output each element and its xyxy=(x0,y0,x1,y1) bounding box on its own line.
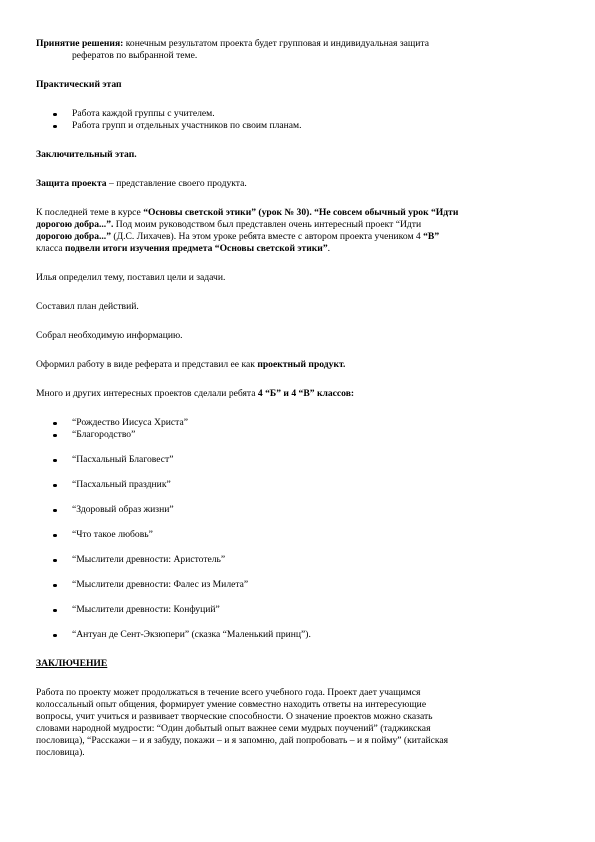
list-item: “Мыслители древности: Аристотель” xyxy=(36,554,545,566)
projects-list xyxy=(36,417,545,641)
bullet-icon xyxy=(53,422,57,426)
list-item: “Здоровый образ жизни” xyxy=(36,504,545,516)
defense-paragraph: Защита проекта – представление своего продукта. xyxy=(36,178,247,189)
bullet-icon xyxy=(53,125,57,129)
list-item: Работа каждой группы с учителем. xyxy=(36,108,545,120)
final-stage-heading: Заключительный этап. xyxy=(36,149,137,160)
bullet-icon xyxy=(53,434,57,438)
list-item: “Мыслители древности: Конфуций” xyxy=(36,604,545,616)
intro-paragraph xyxy=(36,38,545,50)
list-item: Работа групп и отдельных участников по своим планам. xyxy=(36,120,545,132)
last-topic-paragraph: К последней теме в курсе “Основы светской этики” (урок № 30). “Не совсем обычный урок “Идти дорогою добра...”. Под моим руководством был представлен очень интересный проект “Идти дорогою добра...” (Д.С. Лихачев). На этом уроке ребята вместе с автором проекта учеником 4 “В” класса подвели итоги изучения предмета “Основы светской этики”. xyxy=(36,207,459,254)
list-item: “Благородство” xyxy=(36,429,545,441)
step-paragraph: Собрал необходимую информацию. xyxy=(36,330,183,341)
list-item: “Что такое любовь” xyxy=(36,529,545,541)
list-item: “Антуан де Сент-Экзюпери” (сказка “Маленький принц”). xyxy=(36,629,545,641)
defense-label: Защита проекта xyxy=(36,178,107,189)
intro-text-1: конечным результатом проекта будет групповая и индивидуальная защита xyxy=(123,38,430,49)
step-paragraph: Оформил работу в виде реферата и представил ее как проектный продукт. xyxy=(36,359,346,370)
conclusion-paragraph: Работа по проекту может продолжаться в течение всего учебного года. Проект дает учащимся колоссальный опыт общения, формирует умение совместно находить ответы на интересующие вопросы, учит учиться и развивает творческие способности. О значение проектов можно сказать словами народной мудрости: “Один добытый опыт важнее семи мудрых поучений” (таджикская пословица), “Расскажи – и я забуду, покажи – и я запомню, дай попробовать – и я пойму” (китайская пословица). xyxy=(36,687,449,758)
bullet-icon xyxy=(53,634,57,638)
step-paragraph: Составил план действий. xyxy=(36,301,139,312)
list-item: “Пасхальный праздник” xyxy=(36,479,545,491)
bullet-icon xyxy=(53,484,57,488)
intro-paragraph-cont: рефератов по выбранной теме. xyxy=(72,50,198,61)
bullet-icon xyxy=(53,584,57,588)
practical-heading: Практический этап xyxy=(36,79,122,90)
bullet-icon xyxy=(53,609,57,613)
list-item: “Пасхальный Благовест” xyxy=(36,454,545,466)
many-projects-paragraph: Много и других интересных проектов сделали ребята 4 “Б” и 4 “В” классов: xyxy=(36,388,355,399)
bullet-icon xyxy=(53,113,57,117)
bullet-icon xyxy=(53,509,57,513)
practical-list xyxy=(36,108,545,132)
conclusion-heading: ЗАКЛЮЧЕНИЕ xyxy=(36,658,108,669)
step-paragraph: Илья определил тему, поставил цели и задачи. xyxy=(36,272,226,283)
bullet-icon xyxy=(53,534,57,538)
list-item: “Мыслители древности: Фалес из Милета” xyxy=(36,579,545,591)
bullet-icon xyxy=(53,459,57,463)
list-item: “Рождество Иисуса Христа” xyxy=(36,417,545,429)
bullet-icon xyxy=(53,559,57,563)
intro-label: Принятие решения: xyxy=(36,38,124,49)
